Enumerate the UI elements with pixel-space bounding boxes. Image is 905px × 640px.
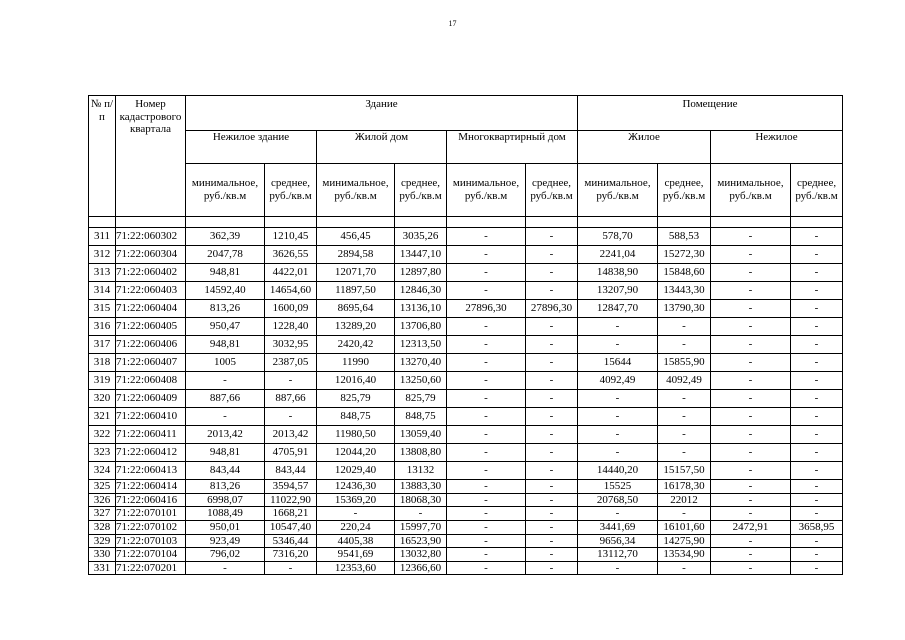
value-cell: - [526,534,578,548]
value-cell: - [578,426,658,444]
value-cell: - [578,390,658,408]
value-cell: - [791,354,843,372]
value-cell: 15848,60 [658,264,711,282]
row-number-cell: 326 [89,493,116,507]
value-cell: 1005 [186,354,265,372]
kadastr-number-cell: 71:22:070102 [116,520,186,534]
kadastr-number-cell: 71:22:060403 [116,282,186,300]
value-cell: 2047,78 [186,246,265,264]
value-cell: - [526,507,578,521]
table-row [89,390,843,408]
value-cell: 825,79 [395,390,447,408]
value-cell: - [447,462,526,480]
col-min: минимальное, руб./кв.м [447,164,526,217]
value-cell: 2420,42 [317,336,395,354]
value-cell: - [447,408,526,426]
value-cell: 13250,60 [395,372,447,390]
value-cell: - [526,354,578,372]
value-cell: - [526,246,578,264]
value-cell: 1228,40 [265,318,317,336]
value-cell: 813,26 [186,480,265,494]
value-cell: - [791,426,843,444]
value-cell: 14275,90 [658,534,711,548]
value-cell: 13032,80 [395,548,447,562]
page-number: 17 [448,19,457,28]
value-cell: 15369,20 [317,493,395,507]
value-cell: 796,02 [186,548,265,562]
value-cell: - [526,426,578,444]
row-number-cell: 324 [89,462,116,480]
value-cell: 12029,40 [317,462,395,480]
col-avg: среднее, руб./кв.м [791,164,843,217]
kadastr-number-cell: 71:22:060402 [116,264,186,282]
kadastr-number-cell: 71:22:070101 [116,507,186,521]
table-row [89,493,843,507]
value-cell: 13059,40 [395,426,447,444]
value-cell: 13808,80 [395,444,447,462]
value-cell: 18068,30 [395,493,447,507]
value-cell: - [526,282,578,300]
value-cell: - [791,444,843,462]
value-cell: 2894,58 [317,246,395,264]
row-number-cell: 320 [89,390,116,408]
value-cell: - [526,548,578,562]
value-cell: 9656,34 [578,534,658,548]
value-cell: 16523,90 [395,534,447,548]
value-cell: - [658,426,711,444]
table-row [89,561,843,575]
value-cell: 2472,91 [711,520,791,534]
value-cell: - [186,372,265,390]
table-row [89,282,843,300]
value-cell: - [526,444,578,462]
value-cell: 3594,57 [265,480,317,494]
value-cell: - [447,507,526,521]
col-min: минимальное, руб./кв.м [578,164,658,217]
value-cell: 1210,45 [265,228,317,246]
value-cell: - [791,561,843,575]
value-cell: - [447,520,526,534]
col-min: минимальное, руб./кв.м [186,164,265,217]
row-number-cell: 318 [89,354,116,372]
row-number-cell: 313 [89,264,116,282]
value-cell: - [447,390,526,408]
header-house: Жилой дом [317,131,447,164]
row-number-cell: 330 [89,548,116,562]
value-cell: 12071,70 [317,264,395,282]
value-cell: 15525 [578,480,658,494]
value-cell: - [791,336,843,354]
col-min: минимальное, руб./кв.м [317,164,395,217]
value-cell: 4092,49 [658,372,711,390]
value-cell: 12016,40 [317,372,395,390]
kadastr-number-cell: 71:22:060413 [116,462,186,480]
table-row [89,246,843,264]
value-cell: 15157,50 [658,462,711,480]
value-cell: 2241,04 [578,246,658,264]
value-cell: - [447,493,526,507]
value-cell: 14592,40 [186,282,265,300]
value-cell: 12044,20 [317,444,395,462]
value-cell: - [711,246,791,264]
row-number-cell: 331 [89,561,116,575]
value-cell: 13534,90 [658,548,711,562]
value-cell: - [711,408,791,426]
value-cell: 843,44 [265,462,317,480]
header-apartment-building: Многоквартирный дом [447,131,578,164]
value-cell: 1600,09 [265,300,317,318]
kadastr-number-cell: 71:22:060409 [116,390,186,408]
value-cell: - [711,318,791,336]
value-cell: 14440,20 [578,462,658,480]
value-cell: - [526,372,578,390]
value-cell: - [711,462,791,480]
value-cell: - [711,561,791,575]
table-row [89,548,843,562]
value-cell: 6998,07 [186,493,265,507]
value-cell: 4405,38 [317,534,395,548]
header-premise: Помещение [578,96,843,131]
row-number-cell: 315 [89,300,116,318]
value-cell: - [658,507,711,521]
value-cell: 12366,60 [395,561,447,575]
value-cell: - [526,390,578,408]
kadastr-number-cell: 71:22:060416 [116,493,186,507]
value-cell: - [711,264,791,282]
table-body [89,228,843,575]
value-cell: - [791,246,843,264]
kadastr-number-cell: 71:22:060414 [116,480,186,494]
value-cell: - [265,561,317,575]
value-cell: 950,01 [186,520,265,534]
table-row [89,520,843,534]
value-cell: - [711,354,791,372]
value-cell: - [711,336,791,354]
value-cell: 843,44 [186,462,265,480]
row-number-cell: 327 [89,507,116,521]
value-cell: 14838,90 [578,264,658,282]
col-min: минимальное, руб./кв.м [711,164,791,217]
value-cell: 12847,70 [578,300,658,318]
value-cell: - [658,561,711,575]
value-cell: - [711,372,791,390]
table-row [89,444,843,462]
value-cell: - [447,444,526,462]
row-number-cell: 314 [89,282,116,300]
value-cell: - [447,480,526,494]
table-row [89,462,843,480]
table-row [89,408,843,426]
value-cell: 13112,70 [578,548,658,562]
value-cell: 887,66 [186,390,265,408]
value-cell: 4705,91 [265,444,317,462]
value-cell: 13790,30 [658,300,711,318]
value-cell: 10547,40 [265,520,317,534]
col-avg: среднее, руб./кв.м [658,164,711,217]
value-cell: - [791,548,843,562]
table-row [89,300,843,318]
value-cell: - [791,462,843,480]
value-cell: - [447,534,526,548]
value-cell: - [526,336,578,354]
header-nonresidential-building: Нежилое здание [186,131,317,164]
value-cell: - [658,318,711,336]
value-cell: - [526,480,578,494]
table-row [89,534,843,548]
row-number-cell: 328 [89,520,116,534]
kadastr-number-cell: 71:22:060410 [116,408,186,426]
value-cell: - [447,548,526,562]
value-cell: - [447,561,526,575]
value-cell: 12846,30 [395,282,447,300]
value-cell: - [791,507,843,521]
table-row [89,480,843,494]
value-cell: - [791,228,843,246]
table-row [89,426,843,444]
value-cell: - [526,561,578,575]
value-cell: 13132 [395,462,447,480]
value-cell: 12353,60 [317,561,395,575]
value-cell: - [711,548,791,562]
header-kadastr: Номер кадастрового квартала [116,96,186,217]
value-cell: 456,45 [317,228,395,246]
value-cell: - [186,408,265,426]
value-cell: 27896,30 [447,300,526,318]
value-cell: - [791,282,843,300]
kadastr-number-cell: 71:22:060304 [116,246,186,264]
value-cell: - [526,264,578,282]
value-cell: - [711,390,791,408]
value-cell: - [317,507,395,521]
value-cell: 3441,69 [578,520,658,534]
value-cell: - [791,372,843,390]
value-cell: - [578,336,658,354]
value-cell: 13447,10 [395,246,447,264]
value-cell: 4422,01 [265,264,317,282]
value-cell: 13136,10 [395,300,447,318]
row-number-cell: 312 [89,246,116,264]
value-cell: - [711,282,791,300]
kadastr-number-cell: 71:22:070104 [116,548,186,562]
value-cell: - [791,300,843,318]
value-cell: 3626,55 [265,246,317,264]
value-cell: - [526,228,578,246]
value-cell: 12436,30 [317,480,395,494]
kadastr-number-cell: 71:22:060408 [116,372,186,390]
value-cell: 15644 [578,354,658,372]
value-cell: - [447,282,526,300]
value-cell: - [791,534,843,548]
row-number-cell: 323 [89,444,116,462]
value-cell: 13706,80 [395,318,447,336]
row-number-cell: 325 [89,480,116,494]
row-number-cell: 321 [89,408,116,426]
col-avg: среднее, руб./кв.м [395,164,447,217]
row-number-cell: 316 [89,318,116,336]
value-cell: - [791,390,843,408]
value-cell: 5346,44 [265,534,317,548]
value-cell: - [658,336,711,354]
value-cell: 13443,30 [658,282,711,300]
value-cell: - [447,336,526,354]
kadastr-number-cell: 71:22:060411 [116,426,186,444]
table-row [89,354,843,372]
value-cell: - [658,408,711,426]
value-cell: 11897,50 [317,282,395,300]
value-cell: 14654,60 [265,282,317,300]
row-number-cell: 311 [89,228,116,246]
value-cell: 11980,50 [317,426,395,444]
value-cell: 948,81 [186,264,265,282]
cadastral-value-table [88,95,843,575]
value-cell: 1088,49 [186,507,265,521]
value-cell: 3035,26 [395,228,447,246]
kadastr-number-cell: 71:22:060302 [116,228,186,246]
value-cell: 362,39 [186,228,265,246]
value-cell: 1668,21 [265,507,317,521]
col-avg: среднее, руб./кв.м [526,164,578,217]
value-cell: 13883,30 [395,480,447,494]
header-nonresidential-premise: Нежилое [711,131,843,164]
value-cell: 220,24 [317,520,395,534]
value-cell: - [578,507,658,521]
kadastr-number-cell: 71:22:070103 [116,534,186,548]
kadastr-number-cell: 71:22:060404 [116,300,186,318]
value-cell: - [526,493,578,507]
value-cell: - [526,408,578,426]
value-cell: - [791,318,843,336]
value-cell: - [265,408,317,426]
col-avg: среднее, руб./кв.м [265,164,317,217]
value-cell: 15855,90 [658,354,711,372]
value-cell: - [265,372,317,390]
table-row [89,318,843,336]
value-cell: 950,47 [186,318,265,336]
value-cell: 2387,05 [265,354,317,372]
value-cell: 15997,70 [395,520,447,534]
table-row [89,372,843,390]
value-cell: - [447,246,526,264]
value-cell: - [711,534,791,548]
value-cell: 923,49 [186,534,265,548]
value-cell: - [711,444,791,462]
value-cell: 825,79 [317,390,395,408]
value-cell: 13289,20 [317,318,395,336]
table-row [89,228,843,246]
value-cell: 20768,50 [578,493,658,507]
value-cell: 7316,20 [265,548,317,562]
value-cell: 887,66 [265,390,317,408]
kadastr-number-cell: 71:22:060412 [116,444,186,462]
value-cell: - [447,354,526,372]
value-cell: - [526,462,578,480]
value-cell: - [395,507,447,521]
value-cell: 3658,95 [791,520,843,534]
value-cell: - [791,493,843,507]
table-row [89,507,843,521]
value-cell: - [447,372,526,390]
value-cell: 16101,60 [658,520,711,534]
value-cell: - [791,408,843,426]
row-number-cell: 322 [89,426,116,444]
value-cell: 12897,80 [395,264,447,282]
kadastr-number-cell: 71:22:060405 [116,318,186,336]
value-cell: 948,81 [186,336,265,354]
value-cell: 2013,42 [186,426,265,444]
header-spacer-row [89,217,843,228]
value-cell: 813,26 [186,300,265,318]
kadastr-number-cell: 71:22:060406 [116,336,186,354]
value-cell: 578,70 [578,228,658,246]
kadastr-number-cell: 71:22:070201 [116,561,186,575]
value-cell: - [791,480,843,494]
value-cell: - [658,444,711,462]
value-cell: - [711,228,791,246]
value-cell: 13207,90 [578,282,658,300]
value-cell: - [711,480,791,494]
value-cell: 2013,42 [265,426,317,444]
header-residential-premise: Жилое [578,131,711,164]
value-cell: - [526,520,578,534]
table-row [89,336,843,354]
row-number-cell: 329 [89,534,116,548]
value-cell: - [186,561,265,575]
value-cell: - [447,318,526,336]
value-cell: 8695,64 [317,300,395,318]
value-cell: 16178,30 [658,480,711,494]
value-cell: - [711,493,791,507]
value-cell: 9541,69 [317,548,395,562]
value-cell: 11022,90 [265,493,317,507]
value-cell: 4092,49 [578,372,658,390]
value-cell: 848,75 [395,408,447,426]
value-cell: 11990 [317,354,395,372]
table-row [89,264,843,282]
row-number-cell: 317 [89,336,116,354]
value-cell: - [447,228,526,246]
value-cell: 12313,50 [395,336,447,354]
value-cell: - [658,390,711,408]
value-cell: 15272,30 [658,246,711,264]
value-cell: - [711,507,791,521]
value-cell: 27896,30 [526,300,578,318]
value-cell: 13270,40 [395,354,447,372]
kadastr-number-cell: 71:22:060407 [116,354,186,372]
value-cell: 848,75 [317,408,395,426]
value-cell: 22012 [658,493,711,507]
value-cell: - [447,426,526,444]
value-cell: - [791,264,843,282]
value-cell: - [711,300,791,318]
value-cell: 948,81 [186,444,265,462]
value-cell: - [447,264,526,282]
value-cell: - [578,561,658,575]
value-cell: 3032,95 [265,336,317,354]
value-cell: - [578,408,658,426]
value-cell: - [526,318,578,336]
row-number-cell: 319 [89,372,116,390]
value-cell: - [711,426,791,444]
value-cell: - [578,318,658,336]
value-cell: - [578,444,658,462]
header-building: Здание [186,96,578,131]
value-cell: 588,53 [658,228,711,246]
header-num: № п/п [89,96,116,217]
